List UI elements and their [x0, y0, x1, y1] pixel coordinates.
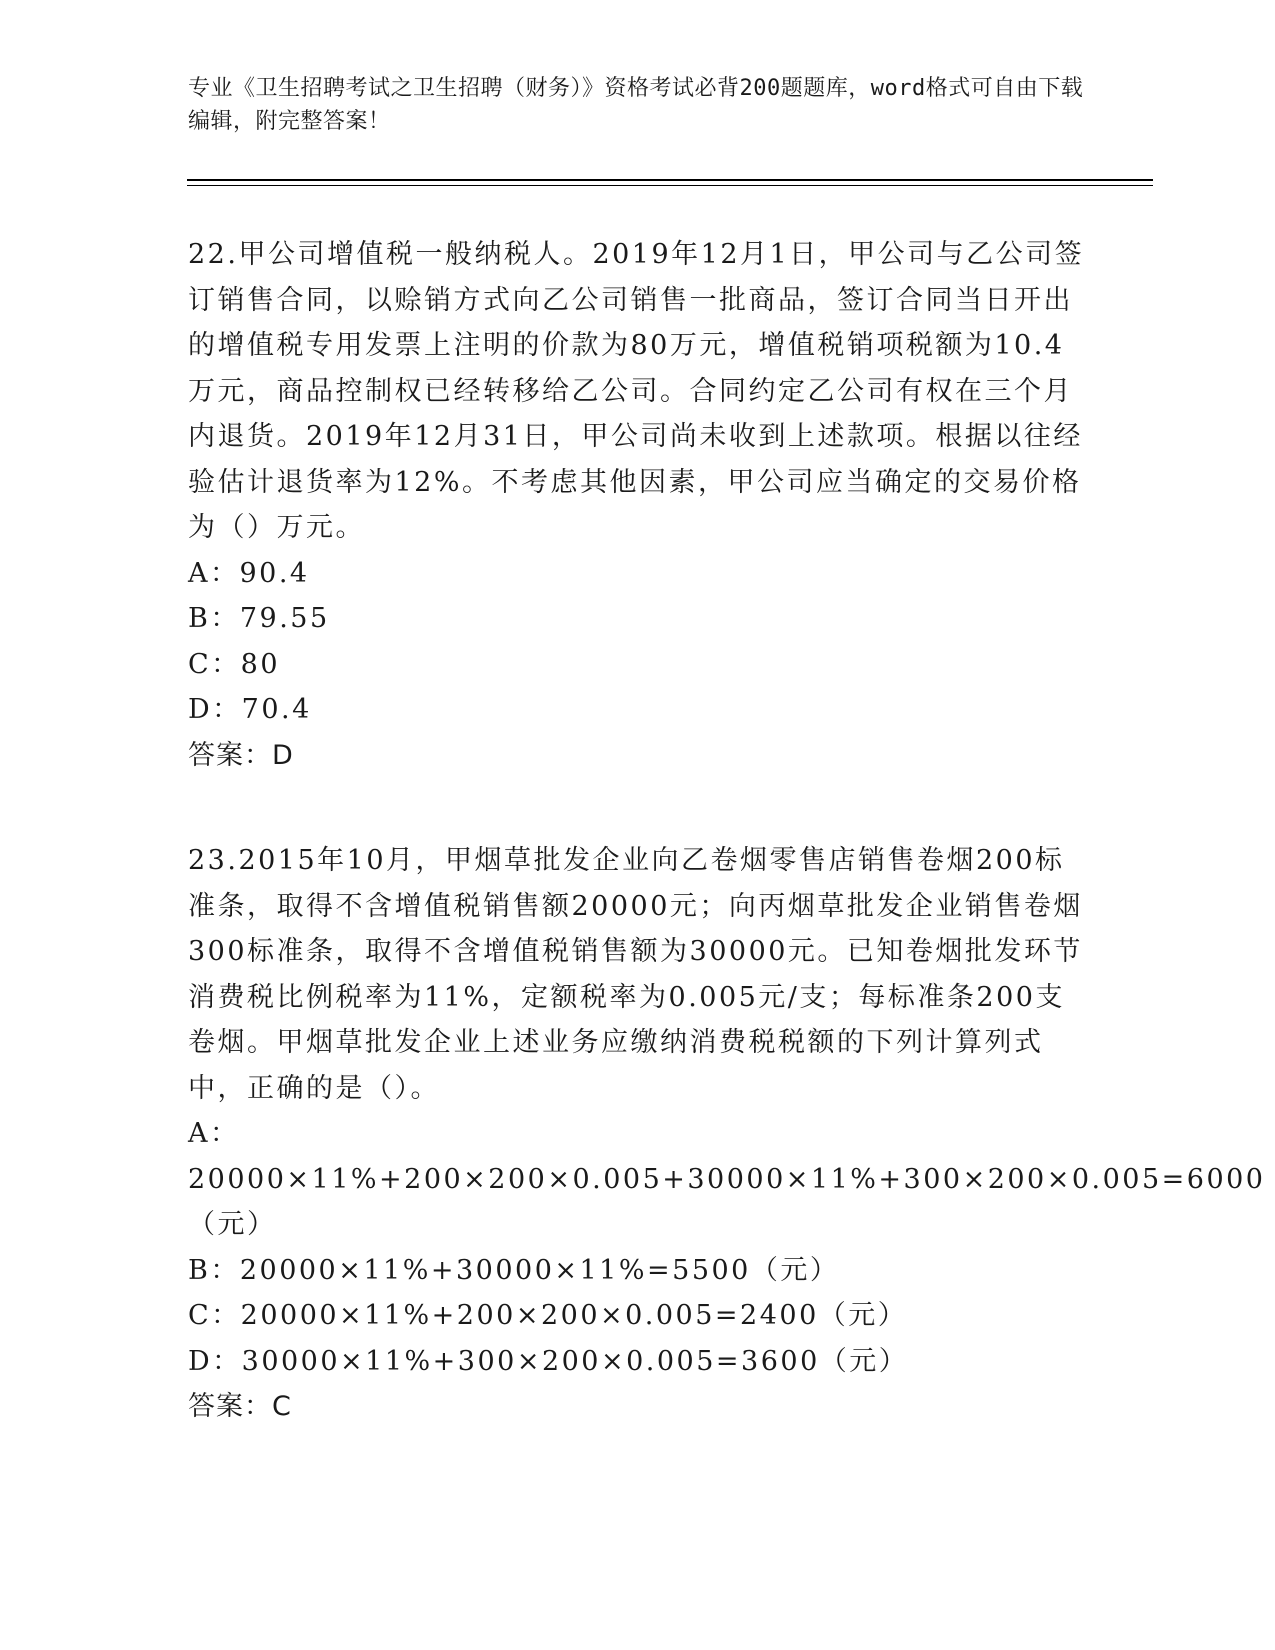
option-a: A：20000×11%+200×200×0.005+30000×11%+300×200×0.005=6000（元）: [188, 1118, 1266, 1240]
question-22: [188, 232, 1088, 778]
question-list: [188, 232, 1266, 1490]
option-b: B：79.55: [188, 603, 330, 634]
option-d: D：70.4: [188, 694, 312, 725]
question-23: [188, 838, 1266, 1430]
option-d: D：30000×11%+300×200×0.005=3600（元）: [188, 1345, 909, 1377]
question-text: 22.甲公司增值税一般纳税人。2019年12月1日，甲公司与乙公司签订销售合同，以赊销方式向乙公司销售一批商品，签订合同当日开出的增值税专用发票上注明的价款为80万元，增值税销项税额为10.4万元，商品控制权已经转移给乙公司。合同约定乙公司有权在三个月内退货。2019年12月31日，甲公司尚未收到上述款项。根据以往经验估计退货率为12%。不考虑其他因素，甲公司应当确定的交易价格为（）万元。: [188, 239, 1085, 543]
answer-value: D: [272, 739, 294, 771]
option-a: A：90.4: [188, 557, 310, 589]
page-header: 专业《卫生招聘考试之卫生招聘（财务）》资格考试必背200题题库，word格式可自由下载编辑，附完整答案！: [188, 76, 1084, 134]
option-c: C：20000×11%+200×200×0.005=2400（元）: [188, 1300, 908, 1331]
header-divider-thin: [187, 185, 1153, 186]
header-divider-thick: [187, 179, 1153, 181]
option-b: B：20000×11%+30000×11%=5500（元）: [188, 1254, 840, 1286]
option-c: C：80: [188, 648, 281, 680]
answer-label: 答案：: [188, 739, 272, 771]
answer-value: C: [272, 1391, 292, 1422]
answer: [188, 733, 1088, 779]
answer: [188, 1384, 1088, 1430]
answer-label: 答案：: [188, 1391, 272, 1422]
question-text: 23.2015年10月，甲烟草批发企业向乙卷烟零售店销售卷烟200标准条，取得不含增值税销售额20000元；向丙烟草批发企业销售卷烟300标准条，取得不含增值税销售额为30000元。已知卷烟批发环节消费税比例税率为11%，定额税率为0.005元/支；每标准条200支卷烟。甲烟草批发企业上述业务应缴纳消费税税额的下列计算列式中，正确的是（）。: [188, 845, 1083, 1104]
